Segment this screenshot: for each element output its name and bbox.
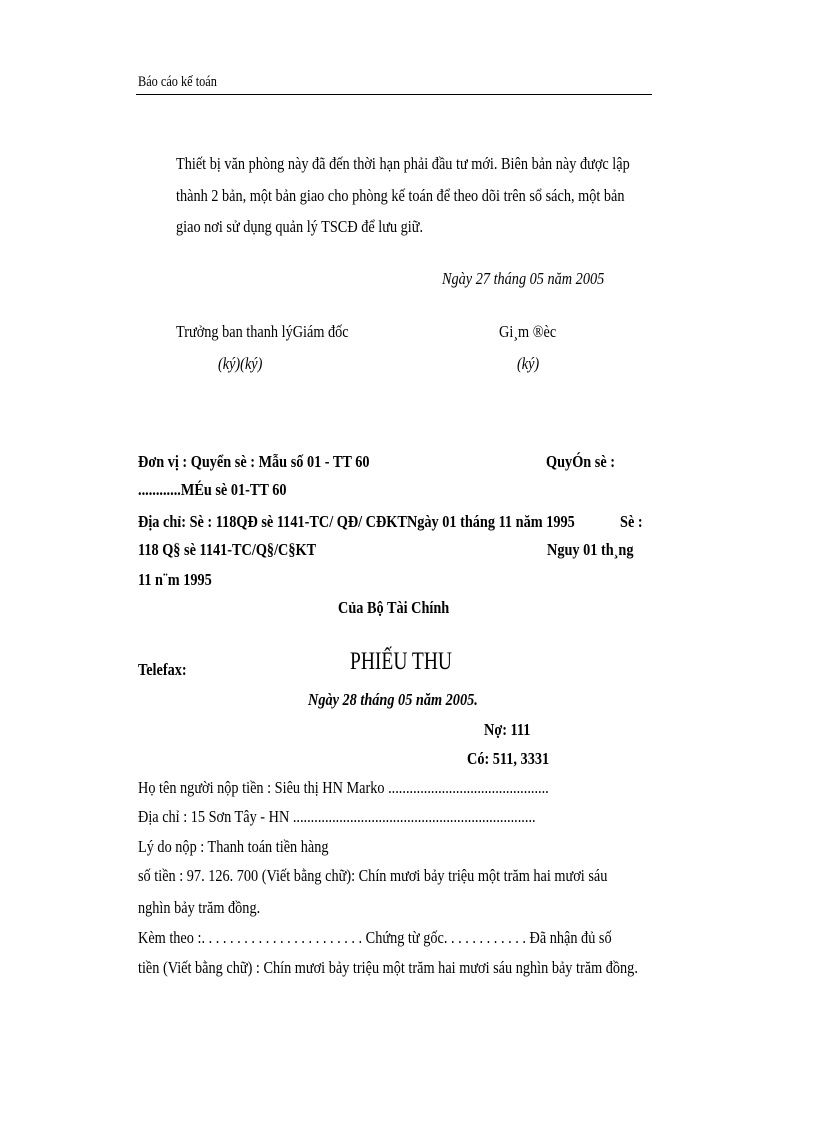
header-divider xyxy=(136,94,652,95)
signature-right-sign: (ký) xyxy=(517,354,540,373)
form-template-line: ............MÉu sè 01-TT 60 xyxy=(138,480,287,499)
signature-right-label: Gi¸m ®èc xyxy=(499,322,557,341)
intro-line-2: thành 2 bản, một bản giao cho phòng kế toán để theo dõi trên sổ sách, một bản xyxy=(176,186,625,205)
receipt-debit: Nợ: 111 xyxy=(484,720,531,739)
intro-line-1: Thiết bị văn phòng này đã đến thời hạn phải đầu tư mới. Biên bản này được lập xyxy=(176,154,630,173)
receipt-reason-line: Lý do nộp : Thanh toán tiền hàng xyxy=(138,837,329,856)
receipt-telefax: Telefax: xyxy=(138,660,187,679)
signature-left-label: Trưởng ban thanh lýGiám đốc xyxy=(176,322,349,341)
receipt-payer-line: Họ tên người nộp tiền : Siêu thị HN Marko ............................................. xyxy=(138,778,549,797)
receipt-amount-words-cont: nghìn bảy trăm đồng. xyxy=(138,898,261,917)
receipt-title: PHIẾU THU xyxy=(350,648,453,675)
form-date-fragment: Nguy 01 th¸ng xyxy=(547,540,634,559)
form-year-line: 11 n¨m 1995 xyxy=(138,570,212,589)
receipt-date: Ngày 28 tháng 05 năm 2005. xyxy=(308,690,478,709)
form-book-number: QuyÓn sè : xyxy=(546,452,616,471)
intro-line-3: giao nơi sử dụng quản lý TSCĐ để lưu giữ. xyxy=(176,217,424,236)
intro-date: Ngày 27 tháng 05 năm 2005 xyxy=(442,269,605,288)
receipt-amount-line: số tiền : 97. 126. 700 (Viết bằng chữ): Chín mươi bảy triệu một trăm hai mươi sáu xyxy=(138,866,608,885)
form-unit-line: Đơn vị : Quyển sè : Mẫu số 01 - TT 60 xyxy=(138,452,370,471)
receipt-credit: Có: 511, 3331 xyxy=(467,749,550,768)
receipt-received-words-line: tiền (Viết bằng chữ) : Chín mươi bảy triệu một trăm hai mươi sáu nghìn bảy trăm đồng. xyxy=(138,958,638,977)
report-header-title: Báo cáo kế toán xyxy=(138,74,217,90)
form-address-line: Địa chỉ: Sè : 118QĐ sè 1141-TC/ QĐ/ CĐKTNgày 01 tháng 11 năm 1995 xyxy=(138,512,575,531)
form-decision-line: 118 Q§ sè 1141-TC/Q§/C§KT xyxy=(138,540,317,559)
signature-left-sign: (ký)(ký) xyxy=(218,354,263,373)
receipt-attachments-line: Kèm theo :. . . . . . . . . . . . . . . . . . . . . . . Chứng từ gốc. . . . . . . . . . . . Đã nhận đủ số xyxy=(138,928,612,947)
receipt-address-line: Địa chỉ : 15 Sơn Tây - HN .................................................................... xyxy=(138,807,536,826)
form-number-label: Sè : xyxy=(620,512,643,531)
form-ministry: Của Bộ Tài Chính xyxy=(338,598,450,617)
